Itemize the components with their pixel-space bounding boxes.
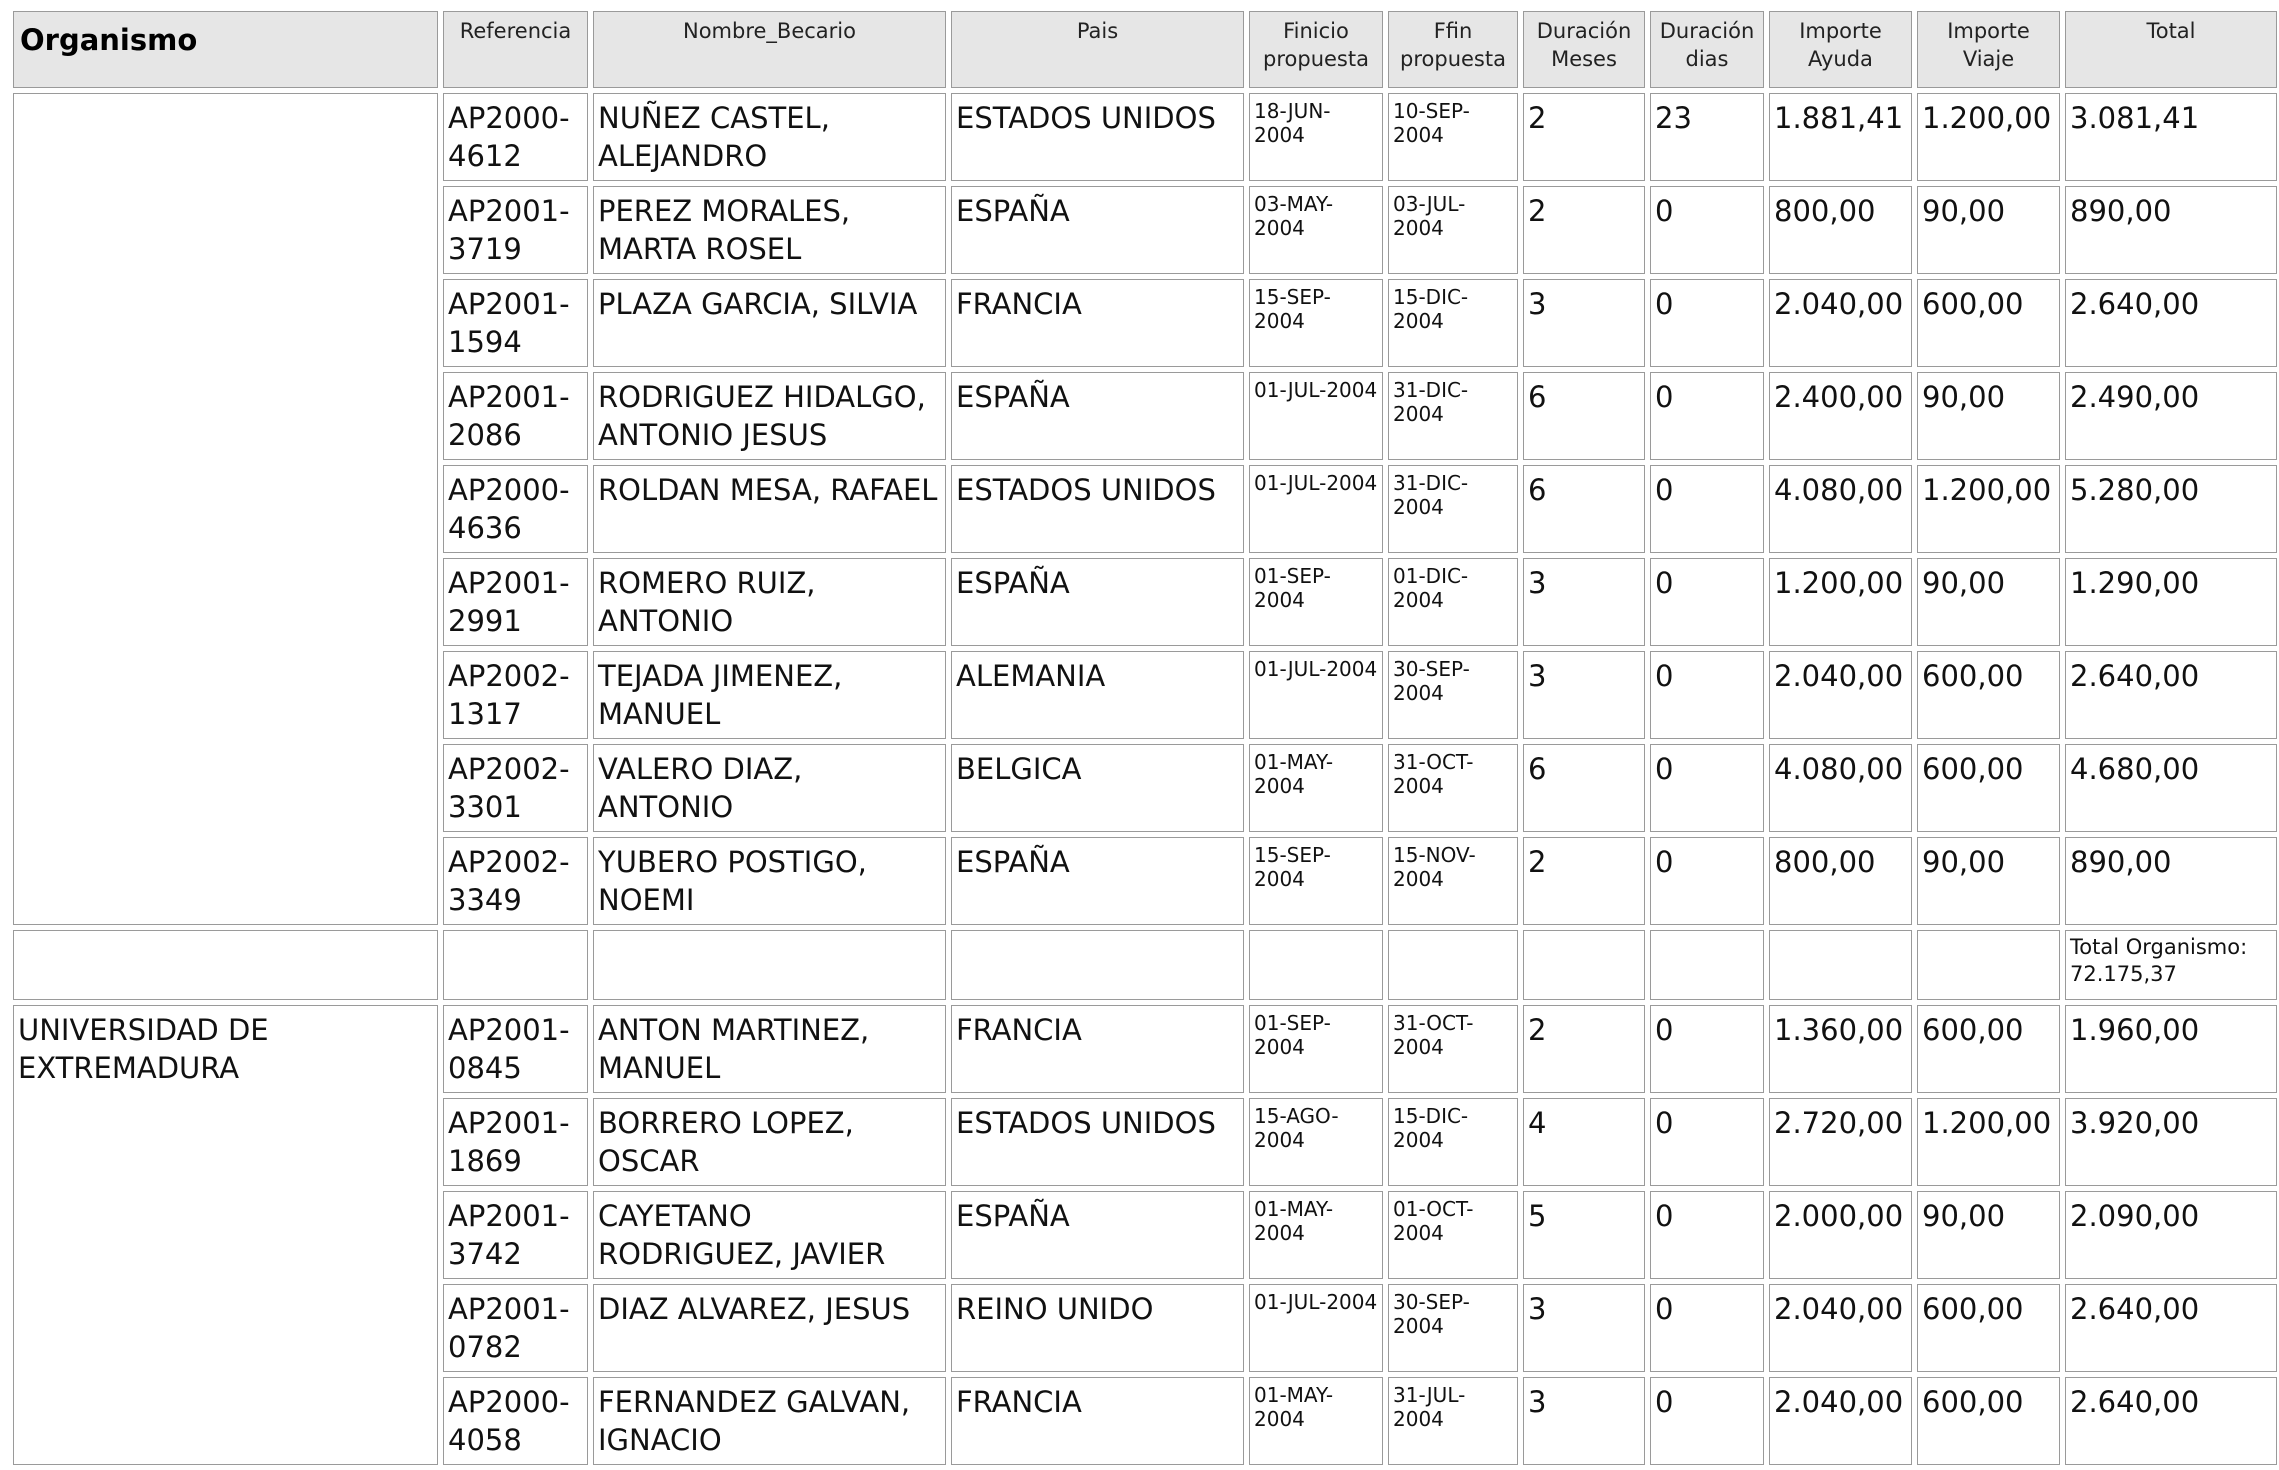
- viaje-cell: 1.200,00: [1917, 465, 2060, 553]
- col-header-nombre: Nombre_Becario: [593, 11, 946, 88]
- empty-cell: [1249, 930, 1383, 1000]
- pais-cell: ESPAÑA: [951, 837, 1244, 925]
- nombre-cell: PLAZA GARCIA, SILVIA: [593, 279, 946, 367]
- empty-cell: [13, 930, 438, 1000]
- dias-cell: 0: [1650, 1191, 1764, 1279]
- pais-cell: FRANCIA: [951, 279, 1244, 367]
- ayuda-cell: 2.040,00: [1769, 279, 1912, 367]
- col-header-finicio: Finicio propuesta: [1249, 11, 1383, 88]
- ffin-cell: 31-OCT-2004: [1388, 744, 1518, 832]
- viaje-cell: 1.200,00: [1917, 93, 2060, 181]
- total-cell: 2.640,00: [2065, 1284, 2277, 1372]
- viaje-cell: 600,00: [1917, 1377, 2060, 1465]
- dias-cell: 0: [1650, 279, 1764, 367]
- referencia-cell: AP2000-4636: [443, 465, 588, 553]
- pais-cell: BELGICA: [951, 744, 1244, 832]
- ayuda-cell: 2.000,00: [1769, 1191, 1912, 1279]
- empty-cell: [951, 930, 1244, 1000]
- total-cell: 890,00: [2065, 186, 2277, 274]
- total-cell: 1.960,00: [2065, 1005, 2277, 1093]
- finicio-cell: 18-JUN-2004: [1249, 93, 1383, 181]
- nombre-cell: DIAZ ALVAREZ, JESUS: [593, 1284, 946, 1372]
- meses-cell: 2: [1523, 837, 1645, 925]
- dias-cell: 0: [1650, 465, 1764, 553]
- referencia-cell: AP2000-4058: [443, 1377, 588, 1465]
- dias-cell: 0: [1650, 186, 1764, 274]
- finicio-cell: 15-SEP-2004: [1249, 279, 1383, 367]
- viaje-cell: 90,00: [1917, 558, 2060, 646]
- finicio-cell: 15-AGO-2004: [1249, 1098, 1383, 1186]
- finicio-cell: 01-JUL-2004: [1249, 465, 1383, 553]
- meses-cell: 6: [1523, 465, 1645, 553]
- total-cell: 3.920,00: [2065, 1098, 2277, 1186]
- meses-cell: 6: [1523, 372, 1645, 460]
- ffin-cell: 01-OCT-2004: [1388, 1191, 1518, 1279]
- ayuda-cell: 2.040,00: [1769, 1284, 1912, 1372]
- referencia-cell: AP2002-3349: [443, 837, 588, 925]
- meses-cell: 3: [1523, 279, 1645, 367]
- ffin-cell: 31-DIC-2004: [1388, 465, 1518, 553]
- total-cell: 2.640,00: [2065, 651, 2277, 739]
- col-header-pais: Pais: [951, 11, 1244, 88]
- pais-cell: ESTADOS UNIDOS: [951, 93, 1244, 181]
- total-cell: 3.081,41: [2065, 93, 2277, 181]
- finicio-cell: 03-MAY-2004: [1249, 186, 1383, 274]
- ayuda-cell: 4.080,00: [1769, 744, 1912, 832]
- finicio-cell: 01-MAY-2004: [1249, 1377, 1383, 1465]
- referencia-cell: AP2001-1869: [443, 1098, 588, 1186]
- finicio-cell: 01-SEP-2004: [1249, 1005, 1383, 1093]
- dias-cell: 0: [1650, 1098, 1764, 1186]
- referencia-cell: AP2000-4612: [443, 93, 588, 181]
- organismo-cell: [13, 93, 438, 925]
- ffin-cell: 15-NOV-2004: [1388, 837, 1518, 925]
- dias-cell: 0: [1650, 744, 1764, 832]
- ayuda-cell: 1.881,41: [1769, 93, 1912, 181]
- pais-cell: ESPAÑA: [951, 186, 1244, 274]
- viaje-cell: 1.200,00: [1917, 1098, 2060, 1186]
- pais-cell: ESPAÑA: [951, 1191, 1244, 1279]
- table-row: [13, 1005, 2277, 1093]
- pais-cell: REINO UNIDO: [951, 1284, 1244, 1372]
- total-organismo-value: 72.175,37: [2070, 962, 2177, 986]
- empty-cell: [1388, 930, 1518, 1000]
- col-header-referencia: Referencia: [443, 11, 588, 88]
- total-cell: 2.490,00: [2065, 372, 2277, 460]
- dias-cell: 0: [1650, 1284, 1764, 1372]
- viaje-cell: 90,00: [1917, 837, 2060, 925]
- ayuda-cell: 4.080,00: [1769, 465, 1912, 553]
- total-cell: 1.290,00: [2065, 558, 2277, 646]
- dias-cell: 0: [1650, 1005, 1764, 1093]
- dias-cell: 0: [1650, 837, 1764, 925]
- ffin-cell: 15-DIC-2004: [1388, 279, 1518, 367]
- pais-cell: FRANCIA: [951, 1377, 1244, 1465]
- finicio-cell: 01-JUL-2004: [1249, 1284, 1383, 1372]
- nombre-cell: TEJADA JIMENEZ, MANUEL: [593, 651, 946, 739]
- viaje-cell: 600,00: [1917, 651, 2060, 739]
- empty-cell: [1650, 930, 1764, 1000]
- finicio-cell: 01-JUL-2004: [1249, 651, 1383, 739]
- referencia-cell: AP2002-3301: [443, 744, 588, 832]
- ayuda-cell: 2.040,00: [1769, 651, 1912, 739]
- ayuda-cell: 1.200,00: [1769, 558, 1912, 646]
- empty-cell: [1917, 930, 2060, 1000]
- nombre-cell: BORRERO LOPEZ, OSCAR: [593, 1098, 946, 1186]
- dias-cell: 0: [1650, 651, 1764, 739]
- finicio-cell: 01-MAY-2004: [1249, 1191, 1383, 1279]
- meses-cell: 3: [1523, 651, 1645, 739]
- nombre-cell: ANTON MARTINEZ, MANUEL: [593, 1005, 946, 1093]
- ayuda-cell: 2.720,00: [1769, 1098, 1912, 1186]
- pais-cell: FRANCIA: [951, 1005, 1244, 1093]
- finicio-cell: 01-JUL-2004: [1249, 372, 1383, 460]
- ayuda-cell: 800,00: [1769, 186, 1912, 274]
- header-row: [13, 11, 2277, 88]
- subtotal-row: [13, 930, 2277, 1000]
- total-cell: 890,00: [2065, 837, 2277, 925]
- referencia-cell: AP2001-2086: [443, 372, 588, 460]
- viaje-cell: 90,00: [1917, 372, 2060, 460]
- total-cell: 2.640,00: [2065, 279, 2277, 367]
- ayuda-cell: 2.040,00: [1769, 1377, 1912, 1465]
- dias-cell: 0: [1650, 1377, 1764, 1465]
- ffin-cell: 31-DIC-2004: [1388, 372, 1518, 460]
- referencia-cell: AP2001-3719: [443, 186, 588, 274]
- ffin-cell: 31-OCT-2004: [1388, 1005, 1518, 1093]
- pais-cell: ALEMANIA: [951, 651, 1244, 739]
- ayuda-cell: 800,00: [1769, 837, 1912, 925]
- meses-cell: 5: [1523, 1191, 1645, 1279]
- finicio-cell: 01-MAY-2004: [1249, 744, 1383, 832]
- dias-cell: 0: [1650, 372, 1764, 460]
- meses-cell: 3: [1523, 1284, 1645, 1372]
- finicio-cell: 15-SEP-2004: [1249, 837, 1383, 925]
- total-cell: 2.640,00: [2065, 1377, 2277, 1465]
- viaje-cell: 90,00: [1917, 1191, 2060, 1279]
- col-header-ffin: Ffin propuesta: [1388, 11, 1518, 88]
- pais-cell: ESPAÑA: [951, 372, 1244, 460]
- becas-table: [8, 6, 2279, 1470]
- referencia-cell: AP2001-0845: [443, 1005, 588, 1093]
- viaje-cell: 600,00: [1917, 744, 2060, 832]
- meses-cell: 2: [1523, 93, 1645, 181]
- nombre-cell: YUBERO POSTIGO, NOEMI: [593, 837, 946, 925]
- viaje-cell: 90,00: [1917, 186, 2060, 274]
- col-header-duracion-dias: Duración dias: [1650, 11, 1764, 88]
- total-organismo-label: Total Organismo:: [2070, 935, 2248, 959]
- organismo-cell: UNIVERSIDAD DE EXTREMADURA: [13, 1005, 438, 1465]
- meses-cell: 3: [1523, 1377, 1645, 1465]
- ffin-cell: 30-SEP-2004: [1388, 651, 1518, 739]
- viaje-cell: 600,00: [1917, 1005, 2060, 1093]
- meses-cell: 2: [1523, 1005, 1645, 1093]
- ffin-cell: 01-DIC-2004: [1388, 558, 1518, 646]
- empty-cell: [443, 930, 588, 1000]
- meses-cell: 4: [1523, 1098, 1645, 1186]
- col-header-total: Total: [2065, 11, 2277, 88]
- finicio-cell: 01-SEP-2004: [1249, 558, 1383, 646]
- col-header-importe-viaje: Importe Viaje: [1917, 11, 2060, 88]
- total-organismo-cell: [2065, 930, 2277, 1000]
- ffin-cell: 31-JUL-2004: [1388, 1377, 1518, 1465]
- empty-cell: [1523, 930, 1645, 1000]
- referencia-cell: AP2001-0782: [443, 1284, 588, 1372]
- referencia-cell: AP2001-1594: [443, 279, 588, 367]
- nombre-cell: NUÑEZ CASTEL, ALEJANDRO: [593, 93, 946, 181]
- ffin-cell: 15-DIC-2004: [1388, 1098, 1518, 1186]
- nombre-cell: PEREZ MORALES, MARTA ROSEL: [593, 186, 946, 274]
- pais-cell: ESTADOS UNIDOS: [951, 465, 1244, 553]
- col-header-organismo: Organismo: [13, 11, 438, 88]
- meses-cell: 2: [1523, 186, 1645, 274]
- nombre-cell: FERNANDEZ GALVAN, IGNACIO: [593, 1377, 946, 1465]
- pais-cell: ESPAÑA: [951, 558, 1244, 646]
- ffin-cell: 10-SEP-2004: [1388, 93, 1518, 181]
- nombre-cell: CAYETANO RODRIGUEZ, JAVIER: [593, 1191, 946, 1279]
- total-cell: 5.280,00: [2065, 465, 2277, 553]
- nombre-cell: ROMERO RUIZ, ANTONIO: [593, 558, 946, 646]
- empty-cell: [1769, 930, 1912, 1000]
- viaje-cell: 600,00: [1917, 279, 2060, 367]
- ayuda-cell: 1.360,00: [1769, 1005, 1912, 1093]
- empty-cell: [593, 930, 946, 1000]
- nombre-cell: VALERO DIAZ, ANTONIO: [593, 744, 946, 832]
- total-cell: 4.680,00: [2065, 744, 2277, 832]
- meses-cell: 3: [1523, 558, 1645, 646]
- col-header-duracion-meses: Duración Meses: [1523, 11, 1645, 88]
- dias-cell: 23: [1650, 93, 1764, 181]
- viaje-cell: 600,00: [1917, 1284, 2060, 1372]
- becas-report-sheet: [8, 6, 2272, 1457]
- meses-cell: 6: [1523, 744, 1645, 832]
- referencia-cell: AP2001-2991: [443, 558, 588, 646]
- total-cell: 2.090,00: [2065, 1191, 2277, 1279]
- ayuda-cell: 2.400,00: [1769, 372, 1912, 460]
- pais-cell: ESTADOS UNIDOS: [951, 1098, 1244, 1186]
- referencia-cell: AP2001-3742: [443, 1191, 588, 1279]
- nombre-cell: ROLDAN MESA, RAFAEL: [593, 465, 946, 553]
- nombre-cell: RODRIGUEZ HIDALGO, ANTONIO JESUS: [593, 372, 946, 460]
- ffin-cell: 30-SEP-2004: [1388, 1284, 1518, 1372]
- table-row: [13, 93, 2277, 181]
- col-header-importe-ayuda: Importe Ayuda: [1769, 11, 1912, 88]
- dias-cell: 0: [1650, 558, 1764, 646]
- referencia-cell: AP2002-1317: [443, 651, 588, 739]
- ffin-cell: 03-JUL-2004: [1388, 186, 1518, 274]
